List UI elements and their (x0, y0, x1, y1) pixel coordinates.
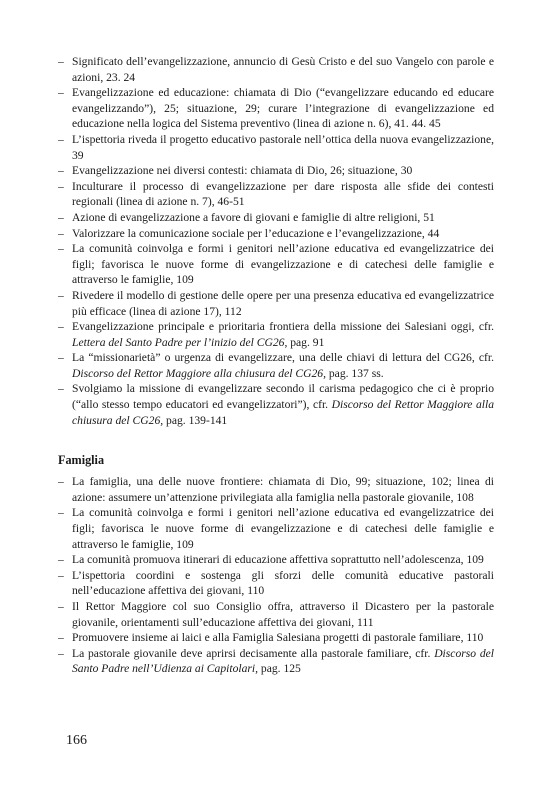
entry-citation-title: Lettera del Santo Padre per l’inizio del CG26 (72, 335, 285, 349)
index-entry (58, 319, 494, 350)
entry-text: Azione di evangelizzazione a favore di giovani e famiglie di altre religioni, 51 (72, 210, 435, 224)
entry-page-reference: , pag. 91 (284, 335, 325, 349)
entry-text: Svolgiamo la missione di evangelizzare secondo il carisma pedagogico che ci è proprio (“allo stesso tempo educatori ed evangelizzatori”), cfr. (72, 382, 494, 412)
entry-page-reference: pag. 125 (258, 662, 301, 676)
family-entry-list (58, 474, 494, 677)
dash-bullet: – (58, 646, 64, 660)
entry-text: Promuovere insieme ai laici e alla Famiglia Salesiana progetti di pastorale familiare, 110 (72, 631, 484, 645)
entry-text: Significato dell’evangelizzazione, annuncio di Gesù Cristo e del suo Vangelo con parole e azioni, 23. 24 (72, 55, 494, 84)
evangelization-entry-list (58, 54, 494, 428)
dash-bullet: – (58, 568, 64, 582)
index-entry (58, 226, 494, 242)
index-entry (58, 179, 494, 210)
dash-bullet: – (58, 55, 64, 68)
entry-page-reference: pag. 139-141 (163, 413, 228, 427)
dash-bullet: – (58, 86, 64, 100)
entry-text: L’ispettoria coordini e sostenga gli sforzi delle comunità educative pastorali nell’educazione affettiva dei giovani, 110 (72, 568, 494, 598)
entry-text: La “missionarietà” o urgenza di evangelizzare, una delle chiavi di lettura del CG26, cfr. (72, 351, 494, 365)
dash-bullet: – (58, 382, 64, 396)
entry-text: La famiglia, una delle nuove frontiere: chiamata di Dio, 99; situazione, 102; linea di azione: assumere un’attenzione privilegiata alla famiglia nella pastorale giovanile, 108 (72, 475, 494, 504)
entry-text: La comunità promuova itinerari di educazione affettiva soprattutto nell’adolescenza, 109 (72, 553, 484, 567)
dash-bullet: – (58, 320, 64, 334)
entry-citation-title: Discorso del Santo Padre nell’Udienza ai Capitolari, (72, 646, 494, 676)
index-entry (58, 552, 494, 568)
entry-text: Evangelizzazione ed educazione: chiamata di Dio (“evangelizzare educando ed educare evangelizzando”), 25; situazione, 29; curare l’integrazione di evangelizzazione ed educazione nella logica del Sistema preventivo (linea di azione n. 6), 41. 44. 45 (72, 86, 494, 131)
index-entry (58, 132, 494, 163)
entry-text: Evangelizzazione principale e prioritaria frontiera della missione dei Salesiani oggi, cfr. (72, 320, 494, 334)
dash-bullet: – (58, 288, 64, 302)
index-entry (58, 381, 494, 428)
entry-text: La pastorale giovanile deve aprirsi decisamente alla pastorale familiare, cfr. (72, 646, 435, 660)
index-entry (58, 630, 494, 646)
index-entry (58, 599, 494, 630)
document-page (58, 54, 494, 677)
dash-bullet: – (58, 226, 64, 240)
index-entry (58, 288, 494, 319)
dash-bullet: – (58, 351, 64, 365)
entry-text: Evangelizzazione nei diversi contesti: chiamata di Dio, 26; situazione, 30 (72, 164, 413, 178)
dash-bullet: – (58, 242, 64, 256)
index-entry (58, 568, 494, 599)
index-entry (58, 505, 494, 552)
section-heading-famiglia: Famiglia (58, 453, 105, 468)
index-entry (58, 474, 494, 505)
entry-citation-title: Discorso del Rettor Maggiore alla chiusura del CG26, (72, 366, 326, 380)
entry-text: L’ispettoria riveda il progetto educativo pastorale nell’ottica della nuova evangelizzazione, 39 (72, 132, 494, 162)
index-entry (58, 54, 494, 85)
page-number: 166 (66, 733, 87, 748)
index-entry (58, 241, 494, 288)
entry-text: Il Rettor Maggiore col suo Consiglio offra, attraverso il Dicastero per la pastorale giovanile, orientamenti sull’educazione affettiva dei giovani, 111 (72, 600, 494, 629)
dash-bullet: – (58, 631, 64, 645)
dash-bullet: – (58, 553, 64, 567)
dash-bullet: – (58, 475, 64, 489)
dash-bullet: – (58, 600, 64, 613)
dash-bullet: – (58, 132, 64, 146)
dash-bullet: – (58, 506, 64, 520)
entry-text: Rivedere il modello di gestione delle opere per una presenza educativa ed evangelizzatrice più efficace (linea di azione 17), 112 (72, 288, 494, 318)
index-entry (58, 163, 494, 179)
entry-text: Valorizzare la comunicazione sociale per l’educazione e l’evangelizzazione, 44 (72, 226, 440, 240)
entry-text: Inculturare il processo di evangelizzazione per dare risposta alle sfide dei contesti regionali (linea di azione n. 7), 46-51 (72, 179, 494, 209)
index-entry (58, 350, 494, 381)
entry-page-reference: pag. 137 ss. (325, 366, 384, 380)
entry-citation-title: Discorso del Rettor Maggiore alla chiusura del CG26, (72, 398, 494, 427)
dash-bullet: – (58, 210, 64, 224)
entry-text: La comunità coinvolga e formi i genitori nell’azione educativa ed evangelizzatrice dei figli; favorisca le nuove forme di evangelizzazione e di catechesi delle famiglie e attraverso le famiglie, 109 (72, 242, 494, 287)
index-entry (58, 210, 494, 226)
entry-text: La comunità coinvolga e formi i genitori nell’azione educativa ed evangelizzatrice dei figli; favorisca le nuove forme di evangelizzazione e di catechesi delle famiglie e attraverso le famiglie, 109 (72, 506, 494, 551)
dash-bullet: – (58, 164, 64, 178)
index-entry (58, 85, 494, 132)
dash-bullet: – (58, 179, 64, 193)
index-entry (58, 646, 494, 677)
